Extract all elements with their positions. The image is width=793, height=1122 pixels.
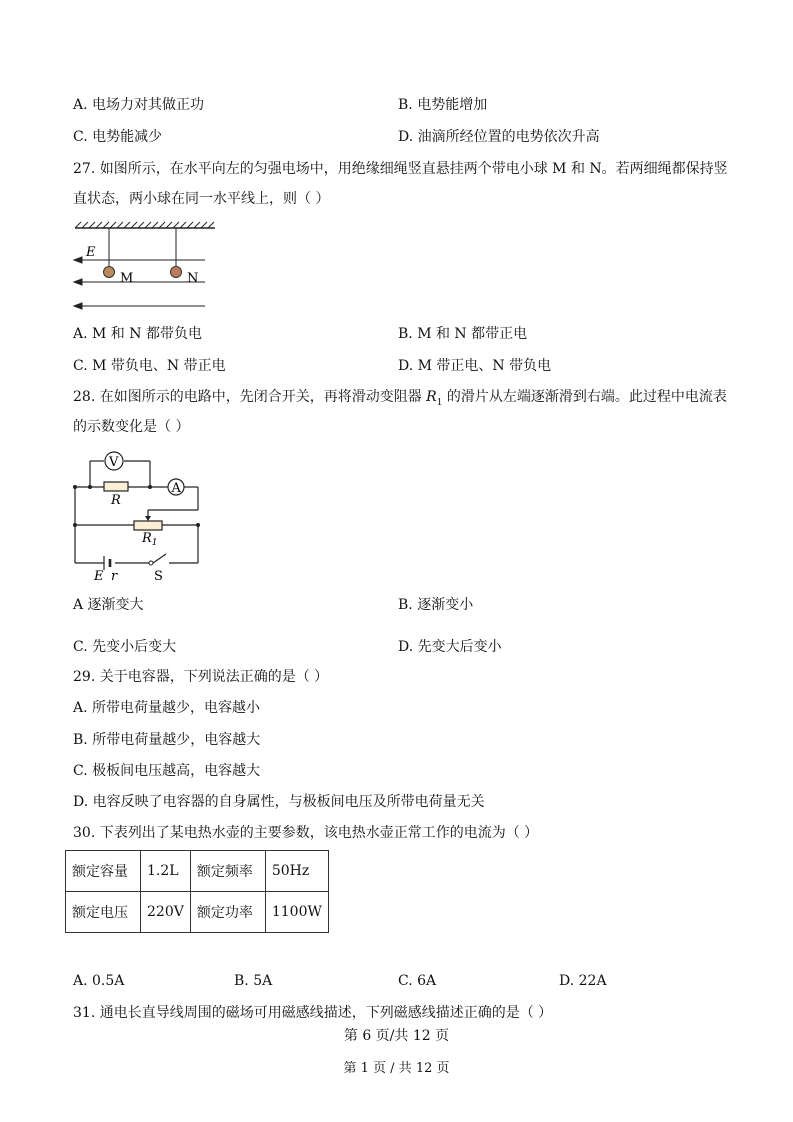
field-lines xyxy=(74,257,205,309)
table-cell: 额定电压 xyxy=(66,892,141,933)
q30-option-a: A. 0.5A xyxy=(73,973,125,989)
ball-m-label: M xyxy=(120,271,134,286)
outer-page-number: 第 1 页 / 共 12 页 xyxy=(343,1061,450,1076)
q30-option-c: C. 6A xyxy=(398,973,437,989)
table-cell: 50Hz xyxy=(265,851,328,892)
ammeter-icon xyxy=(168,479,184,496)
table-cell: 220V xyxy=(141,892,191,933)
table-cell: 1100W xyxy=(265,892,328,933)
battery-icon xyxy=(104,556,110,570)
resistor-r xyxy=(104,482,128,508)
q28-option-b: B. 逐渐变小 xyxy=(398,597,474,613)
q29-stem: 29. 关于电容器，下列说法正确的是（ ） xyxy=(73,669,329,685)
q30-param-table xyxy=(65,850,329,933)
q28-stem-r-sub: 1 xyxy=(436,397,443,408)
q30-option-b: B. 5A xyxy=(234,973,273,989)
q28-option-a: A 逐渐变大 xyxy=(73,597,144,613)
table-cell: 额定功率 xyxy=(190,892,265,933)
ball-m xyxy=(104,267,115,278)
q29-option-c: C. 极板间电压越高，电容越大 xyxy=(73,763,261,779)
q26-option-b: B. 电势能增加 xyxy=(398,97,488,113)
q28-stem-line1 xyxy=(73,388,727,412)
q28-option-c: C. 先变小后变大 xyxy=(73,639,177,655)
q29-option-a: A. 所带电荷量越少，电容越小 xyxy=(73,700,261,716)
q31-stem: 31. 通电长直导线周围的磁场可用磁感线描述，下列磁感线描述正确的是（ ） xyxy=(73,1005,553,1021)
q29-option-b: B. 所带电荷量越少，电容越大 xyxy=(73,732,261,748)
internal-resistance-label: r xyxy=(111,569,118,584)
q27-option-c: C. M 带负电、N 带正电 xyxy=(73,358,226,374)
voltmeter-icon xyxy=(105,452,123,470)
inner-page-number: 第 6 页/共 12 页 xyxy=(343,1028,450,1044)
switch-label: S xyxy=(154,569,163,584)
table-cell: 额定容量 xyxy=(66,851,141,892)
field-label: E xyxy=(86,245,96,260)
svg-text:V: V xyxy=(109,455,119,470)
q28-stem-post: 的滑片从左端逐渐滑到右端。此过程中电流表 xyxy=(442,389,727,405)
svg-text:A: A xyxy=(171,481,181,496)
q28-option-d: D. 先变大后变小 xyxy=(398,639,502,655)
q26-option-a: A. 电场力对其做正功 xyxy=(73,97,205,113)
ceiling xyxy=(75,222,215,228)
table-cell: 额定频率 xyxy=(190,851,265,892)
q27-figure xyxy=(70,220,220,315)
switch-icon xyxy=(149,561,153,565)
q30-option-d: D. 22A xyxy=(559,973,607,989)
ball-n xyxy=(171,267,182,278)
q28-circuit xyxy=(70,450,205,585)
ball-n-label: N xyxy=(187,271,199,286)
q26-option-c: C. 电势能减少 xyxy=(73,129,163,145)
table-row xyxy=(66,851,329,892)
q27-stem-line2: 直状态，两小球在同一水平线上，则（ ） xyxy=(73,191,330,207)
q27-option-d: D. M 带正电、N 带负电 xyxy=(398,358,552,374)
q27-stem-line1: 27. 如图所示，在水平向左的匀强电场中，用绝缘细绳竖直悬挂两个带电小球 M 和 N。若两细绳都保持竖 xyxy=(73,161,728,177)
svg-text:R: R xyxy=(111,493,121,508)
q26-option-d: D. 油滴所经位置的电势依次升高 xyxy=(398,129,600,145)
q28-stem-line2: 的示数变化是（ ） xyxy=(73,419,190,435)
table-row xyxy=(66,892,329,933)
q27-option-a: A. M 和 N 都带负电 xyxy=(73,326,202,342)
q28-stem-r: R xyxy=(426,389,437,405)
q29-option-d: D. 电容反映了电容器的自身属性，与极板间电压及所带电荷量无关 xyxy=(73,794,485,810)
table-cell: 1.2L xyxy=(141,851,191,892)
emf-label: E xyxy=(94,569,104,584)
q27-option-b: B. M 和 N 都带正电 xyxy=(398,326,528,342)
rheostat-r1 xyxy=(134,521,162,548)
svg-text:R1: $R_1$ xyxy=(142,531,158,548)
q30-stem: 30. 下表列出了某电热水壶的主要参数，该电热水壶正常工作的电流为（ ） xyxy=(73,825,539,841)
q28-stem-pre: 28. 在如图所示的电路中，先闭合开关，再将滑动变阻器 xyxy=(73,389,427,405)
